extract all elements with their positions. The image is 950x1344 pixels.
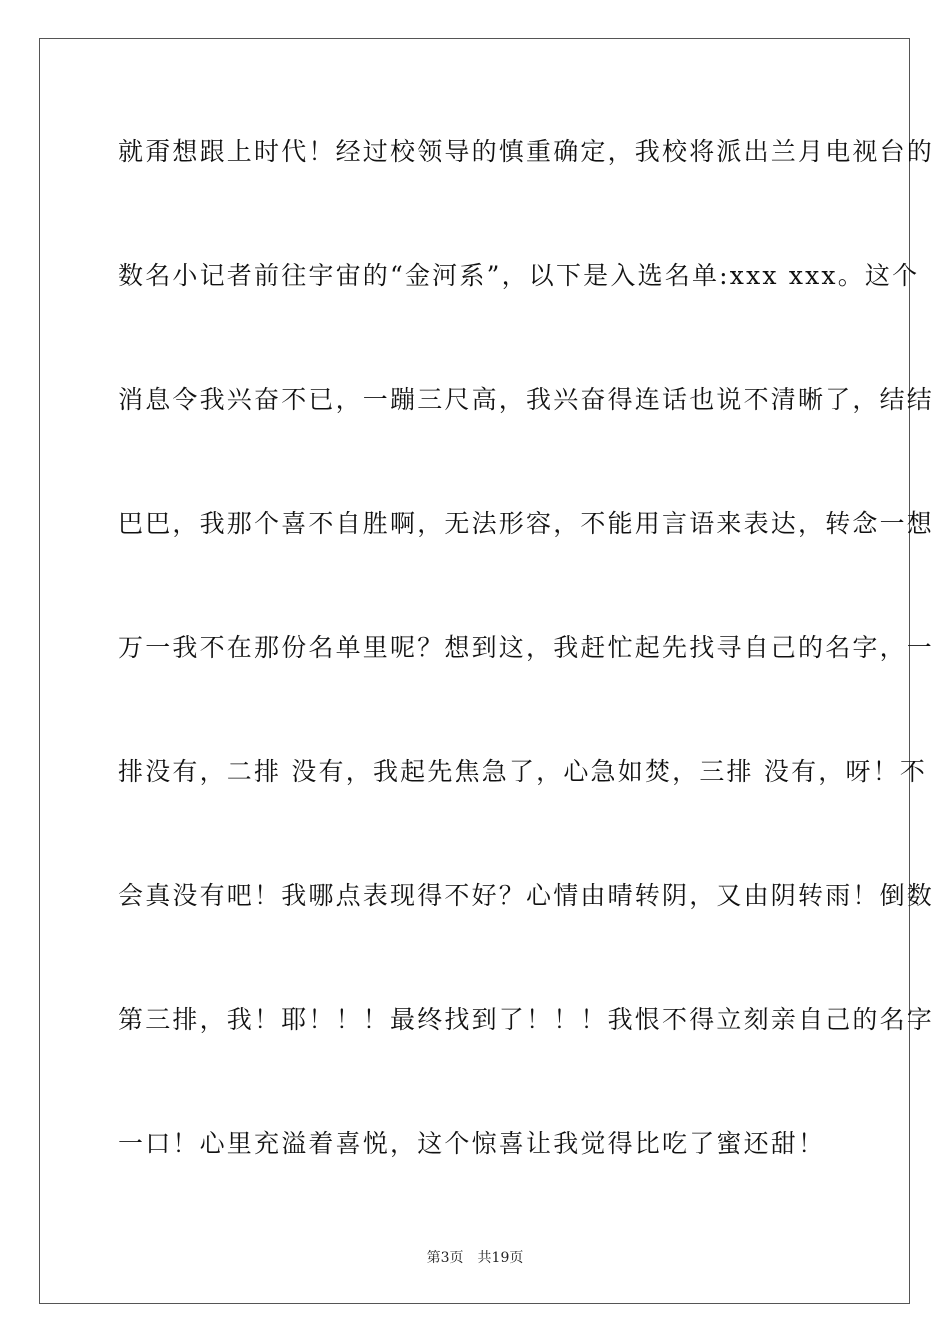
text-line: 万一我不在那份名单里呢？想到这，我赶忙起先找寻自己的名字，一: [118, 633, 935, 662]
page-footer: [0, 1249, 950, 1267]
page-number: 第3页: [426, 1250, 464, 1266]
text-line: 数名小记者前往宇宙的“金河系”，以下是入选名单:xxx xxx。这个: [118, 261, 920, 290]
page-border: [39, 38, 910, 1304]
text-line: 巴巴，我那个喜不自胜啊，无法形容，不能用言语来表达，转念一想: [118, 509, 935, 538]
text-line: 第三排，我！耶！！！最终找到了！！！我恨不得立刻亲自己的名字: [118, 1005, 935, 1034]
text-line: 一口！心里充溢着喜悦，这个惊喜让我觉得比吃了蜜还甜！: [118, 1129, 826, 1158]
text-line: 就甭想跟上时代！经过校领导的慎重确定，我校将派出兰月电视台的: [118, 137, 935, 166]
text-line: 消息令我兴奋不已，一蹦三尺高，我兴奋得连话也说不清晰了，结结: [118, 385, 935, 414]
text-line: 会真没有吧！我哪点表现得不好？心情由晴转阴，又由阴转雨！倒数: [118, 881, 935, 910]
page-total: 共19页: [477, 1250, 524, 1266]
text-line: 排没有，二排 没有，我起先焦急了，心急如焚，三排 没有，呀！不: [118, 757, 928, 786]
